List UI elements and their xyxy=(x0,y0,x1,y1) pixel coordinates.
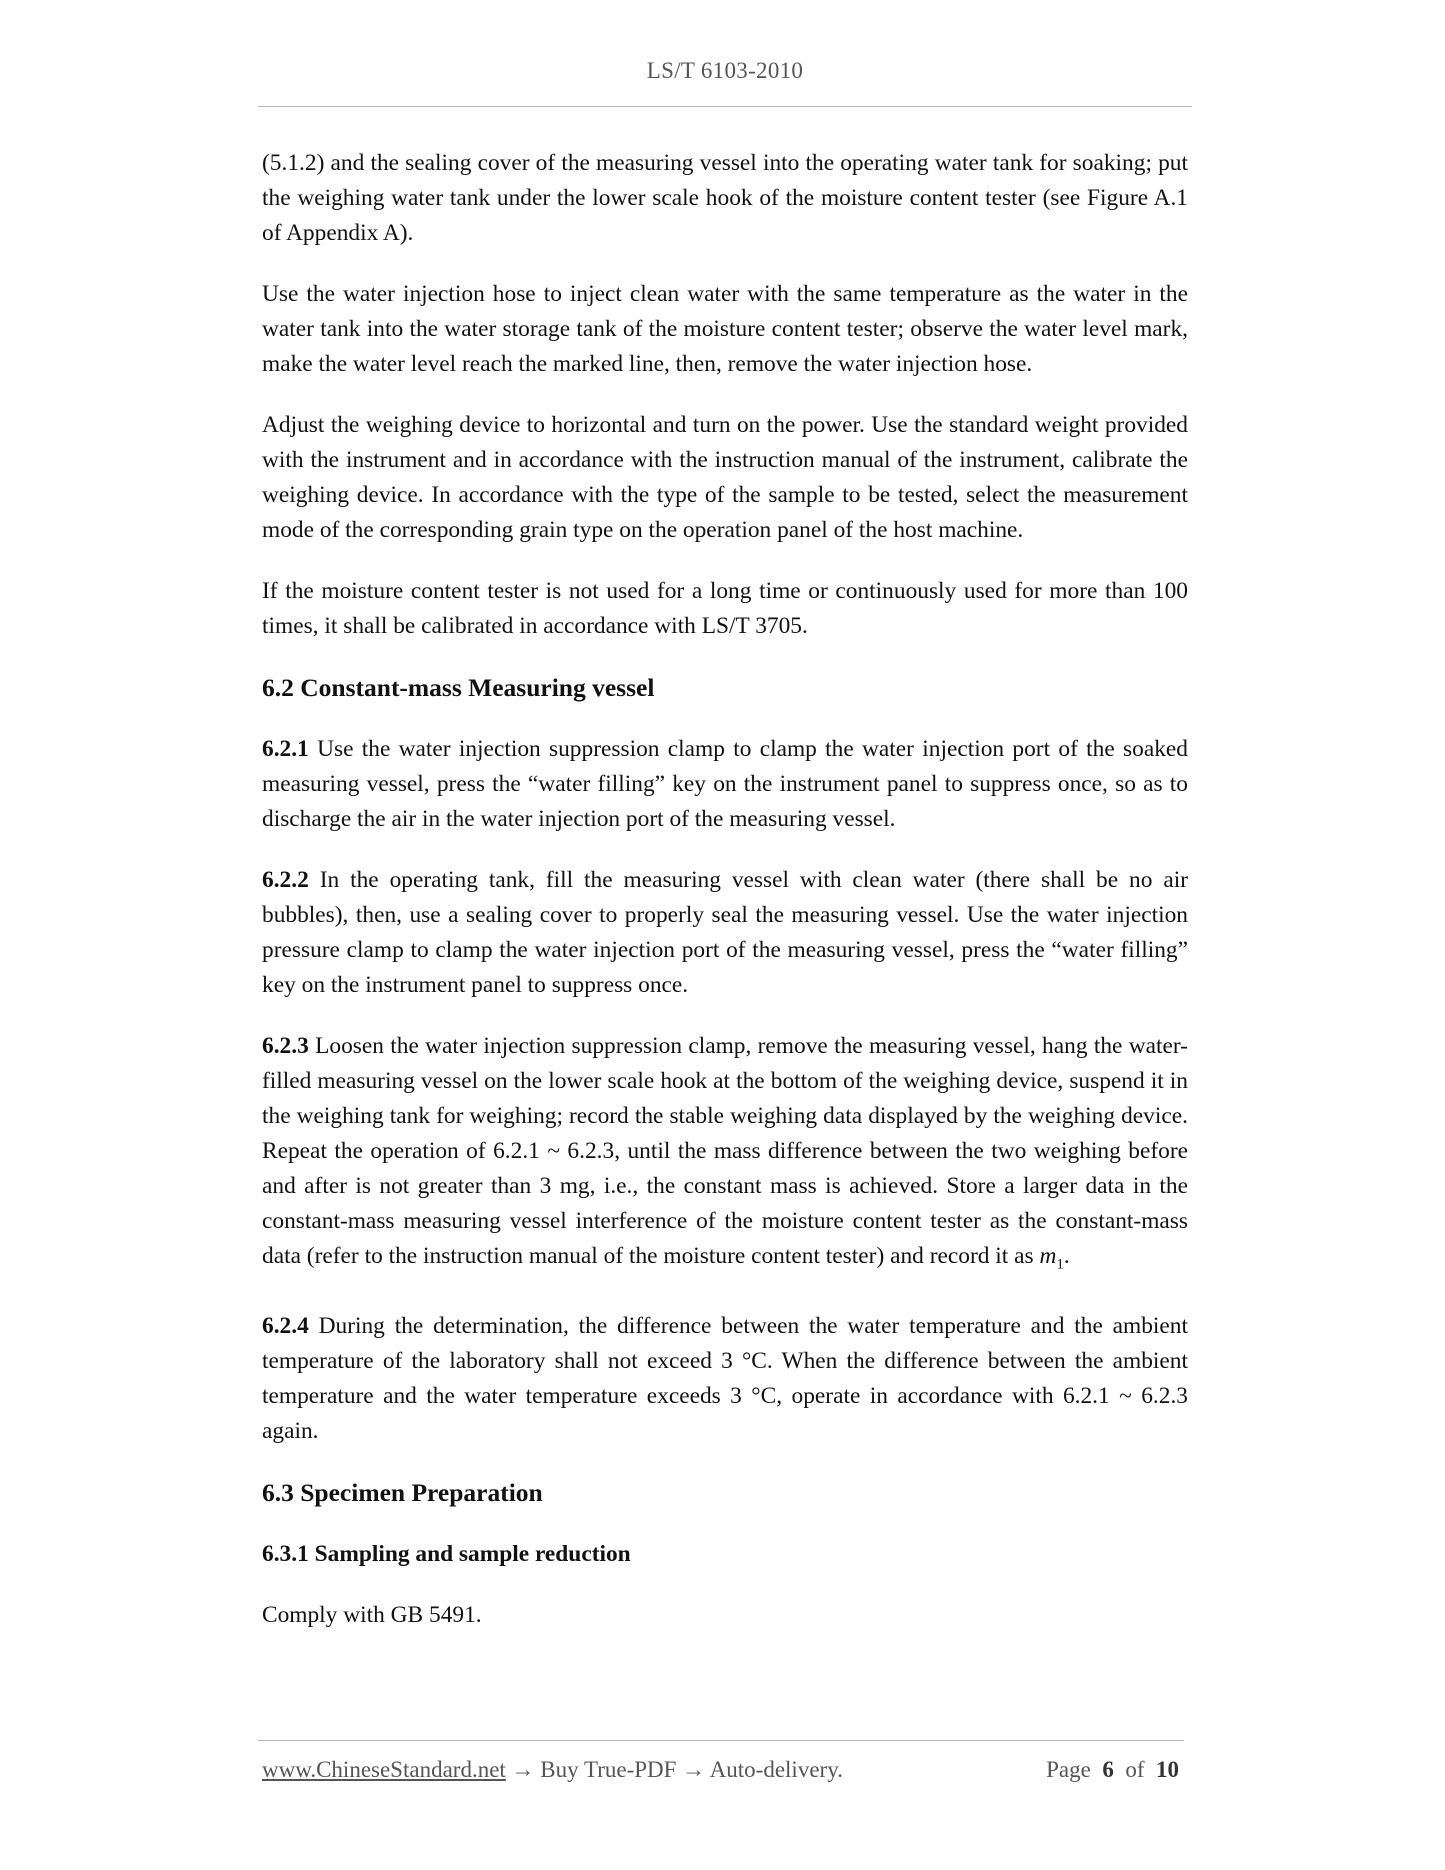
clause-number: 6.2.4 xyxy=(262,1312,309,1339)
clause-6-2-3: 6.2.3 Loosen the water injection suppression clamp, remove the measuring vessel, hang the water-filled measuring vessel on the lower scale hook at the bottom of the weighing device, suspend it in the weighing tank for weighing; record the stable weighing data displayed by the weighing device. Repeat the operation of 6.2.1 ~ 6.2.3, until the mass difference between the two weighing before and after is not greater than 3 mg, i.e., the constant mass is achieved. Store a larger data in the constant-mass measuring vessel interference of the moisture content tester as the constant-mass data (refer to the instruction manual of the moisture content tester) and record it as $m_1$. xyxy=(262,1033,1188,1273)
paragraph: If the moisture content tester is not used for a long time or continuously used for more than 100 times, it shall be calibrated in accordance with LS/T 3705. xyxy=(262,578,1188,639)
paragraph: Comply with GB 5491. xyxy=(262,1601,482,1628)
clause-6-2-2 xyxy=(262,863,1188,1003)
clause-number: 6.2.3 xyxy=(262,1033,309,1059)
subsection-heading-6-3-1: 6.3.1 Sampling and sample reduction xyxy=(262,1540,631,1567)
paragraph: Use the water injection hose to inject clean water with the same temperature as the water in the water tank into the water storage tank of the moisture content tester; observe the water level mark, make the water level reach the marked line, then, remove the water injection hose. xyxy=(262,281,1188,377)
math-variable: $m_1$ xyxy=(1039,1243,1064,1273)
clause-6-2-4 xyxy=(262,1309,1188,1449)
paragraph: Adjust the weighing device to horizontal and turn on the power. Use the standard weight provided with the instrument and in accordance with the instruction manual of the instrument, calibrate the weighing device. In accordance with the type of the sample to be tested, select the measurement mode of the corresponding grain type on the operation panel of the host machine. xyxy=(262,412,1188,543)
document-body xyxy=(262,146,1188,1633)
section-heading-6-2: 6.2 Constant-mass Measuring vessel xyxy=(262,673,655,702)
page-header: LS/T 6103-2010 xyxy=(646,58,804,83)
clause-text: During the determination, the difference between the water temperature and the ambient temperature of the laboratory shall not exceed 3 °C. When the difference between the ambient temperature and the water temperature exceeds 3 °C, operate in accordance with 6.2.1 ~ 6.2.3 again. xyxy=(262,1312,1188,1444)
clause-text: In the operating tank, fill the measuring vessel with clean water (there shall be no air bubbles), then, use a sealing cover to properly seal the measuring vessel. Use the water injection pressure clamp to clamp the water injection port of the measuring vessel, press the “water filling” key on the instrument panel to suppress once. xyxy=(262,867,1189,998)
footer-links xyxy=(262,1757,843,1783)
clause-number: 6.2.2 xyxy=(262,867,309,893)
website-link[interactable]: www.ChineseStandard.net xyxy=(262,1757,506,1782)
page-number: Page 6 of 10 xyxy=(1046,1757,1179,1782)
buy-text: Buy True-PDF xyxy=(540,1757,677,1782)
arrow-right-icon: → xyxy=(682,1757,706,1782)
section-heading-6-3: 6.3 Specimen Preparation xyxy=(262,1477,543,1507)
arrow-right-icon: → xyxy=(511,1757,535,1782)
header-divider xyxy=(258,106,1192,107)
clause-number: 6.2.1 xyxy=(262,736,309,762)
delivery-text: Auto-delivery. xyxy=(709,1757,843,1782)
paragraph: (5.1.2) and the sealing cover of the measuring vessel into the operating water tank for soaking; put the weighing water tank under the lower scale hook of the moisture content tester (see Figure A.1 of Appendix A). xyxy=(262,150,1188,246)
clause-text: Loosen the water injection suppression clamp, remove the measuring vessel, hang the water-filled measuring vessel on the lower scale hook at the bottom of the weighing device, suspend it in the weighing tank for weighing; record the stable weighing data displayed by the weighing device. Repeat the operation of 6.2.1 ~ 6.2.3, until the mass difference between the two weighing before and after is not greater than 3 mg, i.e., the constant mass is achieved. Store a larger data in the constant-mass measuring vessel interference of the moisture content tester as the constant-mass data (refer to the instruction manual of the moisture content tester) and record it as xyxy=(262,1033,1188,1269)
footer-divider xyxy=(258,1740,1184,1741)
clause-6-2-1 xyxy=(262,732,1188,837)
clause-text: Use the water injection suppression clamp to clamp the water injection port of the soaked measuring vessel, press the “water filling” key on the instrument panel to suppress once, so as to discharge the air in the water injection port of the measuring vessel. xyxy=(262,736,1188,832)
